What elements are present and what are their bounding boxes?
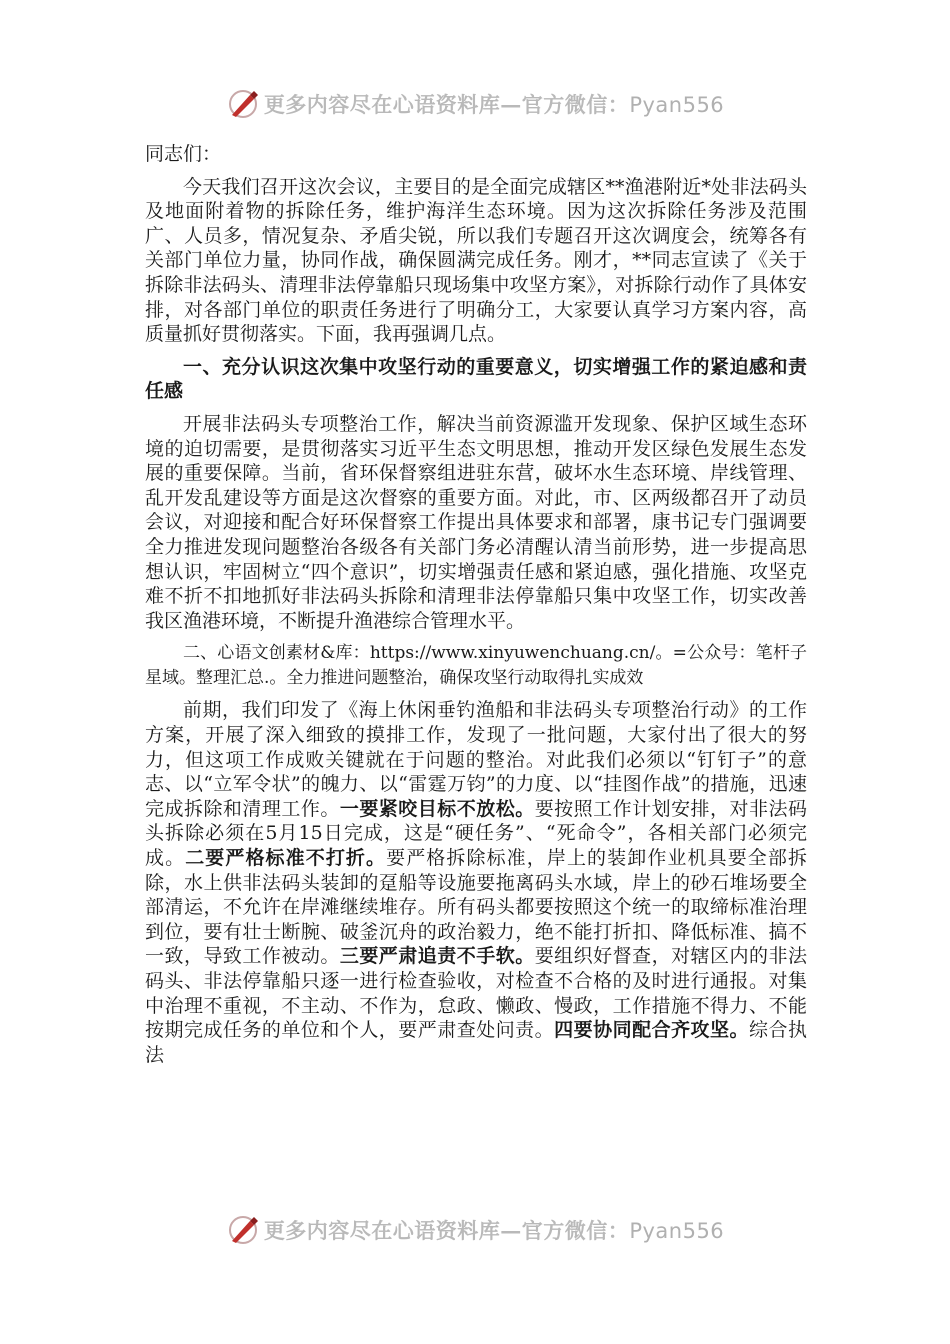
bold-point-3: 三要严肃追责不手软。 (339, 945, 535, 968)
header-watermark-banner (0, 84, 950, 124)
bold-point-4: 四要协同配合齐攻坚。 (554, 1019, 749, 1042)
banner-wechat-id: Pyan556 (629, 1219, 725, 1243)
banner-text (264, 89, 724, 119)
bold-point-2: 二要严格标准不打折。 (185, 847, 387, 870)
paragraph-intro: 今天我们召开这次会议，主要目的是全面完成辖区**渔港附近*处非法码头及地面附着物的拆除任务，维护海洋生态环境。因为这次拆除任务涉及范围广、人员多，情况复杂、矛盾尖锐，所以我们专题召开这次调度会，统筹各有关部门单位力量，协同作战，确保圆满完成任务。刚才，**同志宣读了《关于拆除非法码头、清理非法停靠船只现场集中攻坚方案》，对拆除行动作了具体安排，对各部门单位的职责任务进行了明确分工，大家要认真学习方案内容，高质量抓好贯彻落实。下面，我再强调几点。 (145, 175, 807, 346)
pen-logo-icon (226, 87, 260, 121)
paragraph-section-1: 开展非法码头专项整治工作，解决当前资源滥开发现象、保护区域生态环境的迫切需要，是贯彻落实习近平生态文明思想，推动开发区绿色发展生态发展的重要保障。当前，省环保督察组进驻东营，破坏水生态环境、岸线管理、乱开发乱建设等方面是这次督察的重要方面。对此，市、区两级都召开了动员会议，对迎接和配合好环保督察工作提出具体要求和部署，康书记专门强调要全力推进发现问题整治各级各有关部门务必清醒认清当前形势，进一步提高思想认识，牢固树立“四个意识”，切实增强责任感和紧迫感，强化措施、攻坚克难不折不扣地抓好非法码头拆除和清理非法停靠船只集中攻坚工作，切实改善我区渔港环境，不断提升渔港综合管理水平。 (145, 412, 807, 632)
section-heading-2: 二、心语文创素材&库：https://www.xinyuwenchuang.cn/。=公众号：笔杆子星域。整理汇总.。全力推进问题整治，确保攻坚行动取得扎实成效 (145, 643, 807, 688)
text-run: 要严格拆除标准，岸上的装卸作业机具要全部拆除，水上供非法码头装卸的趸船等设施要拖离码头水域，岸上的砂石堆场要全部清运，不允许在岸滩继续堆存。所有码头都要按照这个统一的取缔标准治理到位，要有壮士断腕、破釜沉舟的政治毅力，绝不能打折扣、降低标准、搞不一致，导致工作被动。 (145, 847, 807, 968)
section-heading-1: 一、充分认识这次集中攻坚行动的重要意义，切实增强工作的紧迫感和责任感 (145, 355, 807, 403)
footer-watermark-banner (0, 1210, 950, 1250)
banner-text (264, 1215, 724, 1245)
banner-label: 更多内容尽在心语资料库—官方微信： (263, 1218, 630, 1243)
text-run: 综合执法 (145, 1019, 807, 1066)
document-body (145, 142, 807, 1067)
banner-label: 更多内容尽在心语资料库—官方微信： (263, 92, 630, 117)
salutation: 同志们： (145, 143, 222, 165)
text-run: 要按照工作计划安排，对非法码头拆除必须在5月15日完成，这是“硬任务”、“死命令”，各相关部门必须完成。 (145, 797, 807, 870)
bold-point-1: 一要紧咬目标不放松。 (339, 797, 535, 820)
pen-logo-icon (226, 1213, 260, 1247)
banner-wechat-id: Pyan556 (629, 93, 725, 117)
text-run: 前期，我们印发了《海上休闲垂钓渔船和非法码头专项整治行动》的工作方案，开展了深入细致的摸排工作，发现了一批问题，大家付出了很大的努力，但这项工作成败关键就在于问题的整治。对此我们必须以“钉钉子”的意志、以“立军令状”的魄力、以“雷霆万钧”的力度、以“挂图作战”的措施，迅速完成拆除和清理工作。 (145, 699, 807, 820)
text-run: 要组织好督查，对辖区内的非法码头、非法停靠船只逐一进行检查验收，对检查不合格的及时进行通报。对集中治理不重视，不主动、不作为，怠政、懒政、慢政，工作措施不得力、不能按期完成任务的单位和个人，要严肃查处问责。 (145, 945, 807, 1042)
paragraph-section-2 (145, 698, 807, 1067)
